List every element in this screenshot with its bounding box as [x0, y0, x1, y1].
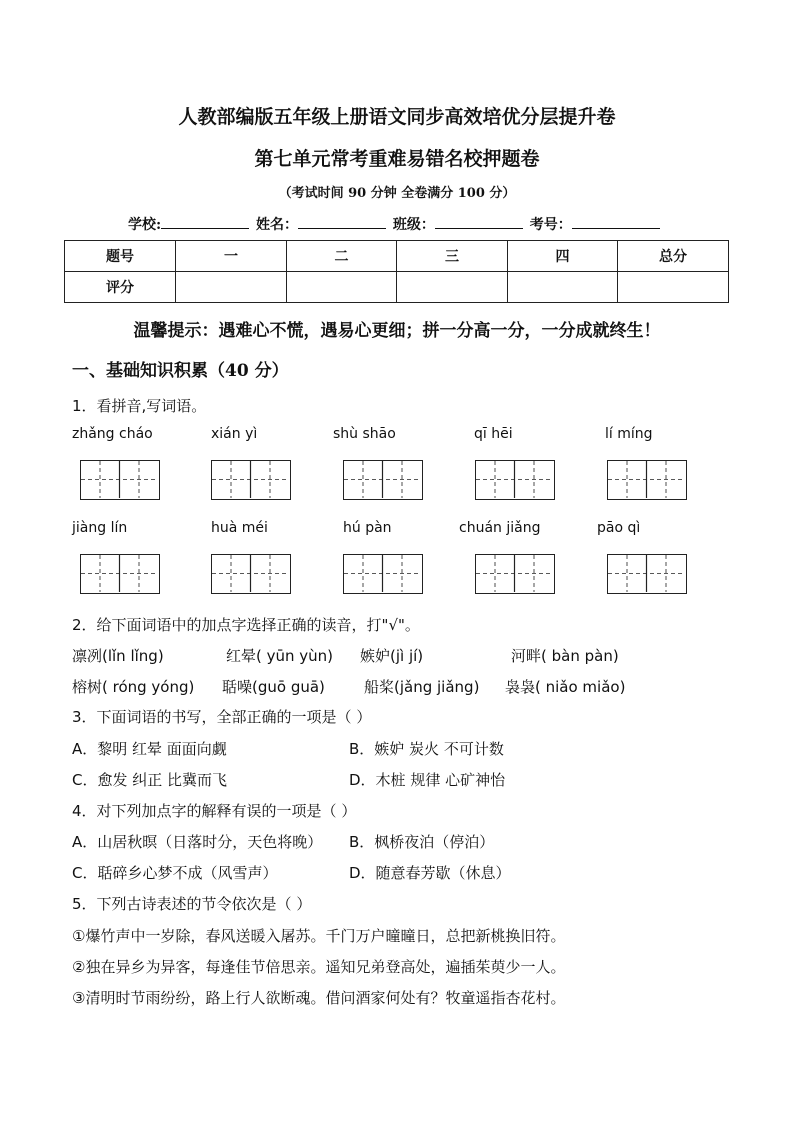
- reading-choice: 聒噪(guō guā): [222, 678, 325, 696]
- question-1-prompt: 1．看拼音,写词语。: [72, 397, 207, 415]
- poem-item: ①爆竹声中一岁除，春风送暖入屠苏。千门万户曈曈日，总把新桃换旧符。: [72, 927, 566, 945]
- pinyin-label: lí míng: [605, 426, 653, 442]
- option-c: C．愈发 纠正 比冀而飞: [72, 771, 228, 789]
- reading-choice: 红晕( yūn yùn): [226, 647, 334, 665]
- question-4-prompt: 4．对下列加点字的解释有误的一项是（ ）: [72, 802, 357, 820]
- table-cell: 一: [175, 241, 286, 272]
- score-cell[interactable]: [507, 272, 617, 303]
- pinyin-label: chuán jiǎng: [459, 520, 541, 536]
- reading-choice: 船桨(jǎng jiǎng): [364, 678, 480, 696]
- score-cell[interactable]: [175, 272, 286, 303]
- pinyin-label: zhǎng cháo: [72, 426, 153, 442]
- exam-subtitle: 第七单元常考重难易错名校押题卷: [254, 148, 540, 170]
- tip-text: 温馨提示：遇难心不慌，遇易心更细；拼一分高一分，一分成就终生！: [133, 321, 661, 341]
- pinyin-label: shù shāo: [333, 426, 396, 442]
- tianzige-box[interactable]: [475, 554, 555, 594]
- pinyin-label: huà méi: [211, 520, 268, 536]
- score-table: [64, 240, 729, 303]
- score-cell[interactable]: [286, 272, 396, 303]
- pinyin-label: pāo qì: [597, 520, 641, 536]
- reading-choice: 凛冽(lǐn lǐng): [72, 647, 164, 665]
- question-3-prompt: 3．下面词语的书写，全部正确的一项是（ ）: [72, 708, 372, 726]
- option-a: A．黎明 红晕 面面向觑: [72, 740, 227, 758]
- table-cell: 四: [507, 241, 617, 272]
- reading-choice: 河畔( bàn pàn): [511, 647, 619, 665]
- pinyin-label: xián yì: [211, 426, 258, 442]
- pinyin-label: jiàng lín: [72, 520, 128, 536]
- pinyin-label: qī hēi: [474, 426, 513, 442]
- class-blank[interactable]: [435, 214, 523, 229]
- tianzige-box[interactable]: [80, 460, 160, 500]
- reading-choice: 嫉妒(jì jí): [360, 647, 424, 665]
- exam-info: （考试时间 90 分钟 全卷满分 100 分）: [278, 186, 516, 201]
- exam-title: 人教部编版五年级上册语文同步高效培优分层提升卷: [178, 106, 616, 128]
- reading-choice: 榕树( róng yóng): [72, 678, 195, 696]
- tianzige-box[interactable]: [80, 554, 160, 594]
- name-blank[interactable]: [298, 214, 386, 229]
- poem-item: ③清明时节雨纷纷，路上行人欲断魂。借问酒家何处有？牧童遥指杏花村。: [72, 989, 566, 1007]
- option-b: B．枫桥夜泊（停泊）: [349, 833, 495, 851]
- option-a: A．山居秋暝（日落时分，天色将晚）: [72, 833, 323, 851]
- score-cell[interactable]: [396, 272, 507, 303]
- option-d: D．木桩 规律 心矿神怡: [349, 771, 506, 789]
- tianzige-box[interactable]: [343, 554, 423, 594]
- student-info-line: [128, 214, 662, 234]
- exam-number-blank[interactable]: [572, 214, 660, 229]
- section-title: 一、基础知识积累（40 分）: [72, 361, 289, 381]
- tianzige-box[interactable]: [343, 460, 423, 500]
- score-table-header-row: [65, 241, 729, 272]
- option-c: C．聒碎乡心梦不成（风雪声）: [72, 864, 278, 882]
- question-5-prompt: 5．下列古诗表述的节令依次是（ ）: [72, 895, 312, 913]
- class-label: 班级：: [392, 217, 435, 233]
- tianzige-box[interactable]: [211, 460, 291, 500]
- option-b: B．嫉妒 炭火 不可计数: [349, 740, 504, 758]
- table-cell: 题号: [65, 241, 176, 272]
- school-label: 学校:: [128, 217, 162, 233]
- tianzige-box[interactable]: [607, 460, 687, 500]
- score-table-score-row: [65, 272, 729, 303]
- tianzige-box[interactable]: [607, 554, 687, 594]
- tianzige-box[interactable]: [211, 554, 291, 594]
- table-cell: 总分: [617, 241, 728, 272]
- option-d: D．随意春芳歇（休息）: [349, 864, 511, 882]
- name-label: 姓名：: [256, 217, 299, 233]
- question-2-prompt: 2．给下面词语中的加点字选择正确的读音，打"√"。: [72, 616, 420, 634]
- poem-item: ②独在异乡为异客，每逢佳节倍思亲。遥知兄弟登高处，遍插茱萸少一人。: [72, 958, 566, 976]
- reading-choice: 袅袅( niǎo miǎo): [505, 678, 626, 696]
- table-cell: 评分: [65, 272, 176, 303]
- exam-number-label: 考号：: [529, 217, 572, 233]
- school-blank[interactable]: [161, 214, 249, 229]
- table-cell: 二: [286, 241, 396, 272]
- tianzige-box[interactable]: [475, 460, 555, 500]
- pinyin-label: hú pàn: [343, 520, 392, 536]
- score-cell[interactable]: [617, 272, 728, 303]
- table-cell: 三: [396, 241, 507, 272]
